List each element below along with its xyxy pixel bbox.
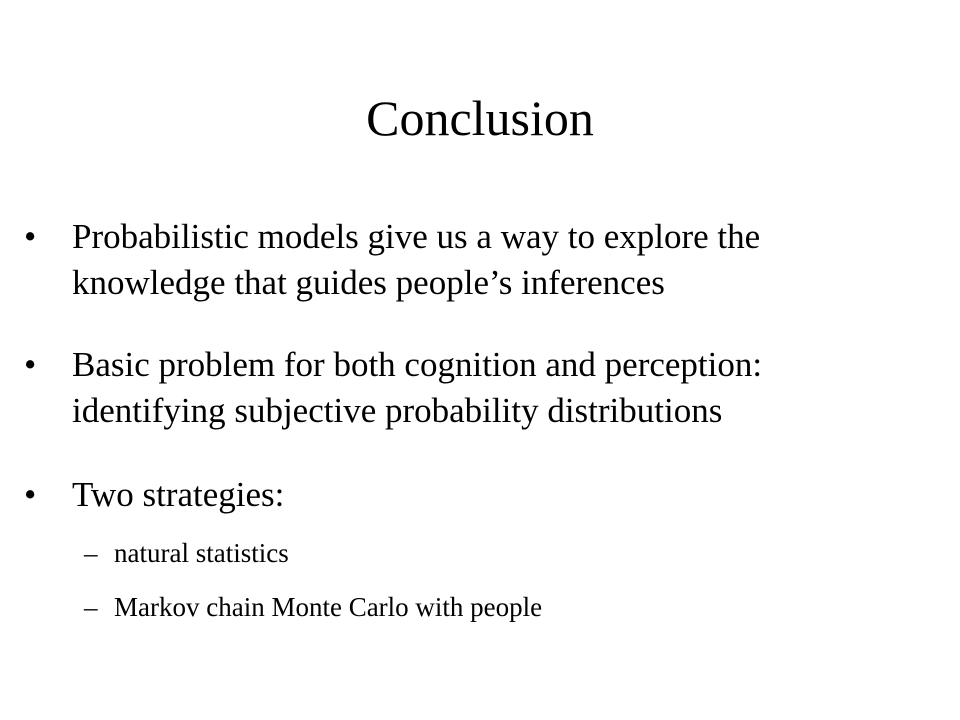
bullet-line: Basic problem for both cognition and perception: [72, 345, 763, 384]
bullet-icon: • [24, 217, 37, 256]
slide-title: Conclusion [366, 90, 594, 146]
bullet-text [72, 342, 942, 434]
bullet-line: Two strategies: [72, 475, 285, 514]
bullet-line: Probabilistic models give us a way to explore the [72, 217, 761, 256]
dash-icon: – [84, 538, 98, 568]
bullet-line: identifying subjective probability distributions [72, 391, 723, 430]
bullet-line: knowledge that guides people’s inferences [72, 263, 665, 302]
sub-bullet-text: natural statistics [114, 538, 289, 568]
bullet-icon: • [24, 345, 37, 384]
sub-bullet-text: Markov chain Monte Carlo with people [114, 592, 543, 622]
bullet-icon: • [24, 475, 37, 514]
bullet-text [72, 472, 942, 518]
bullet-text [72, 214, 942, 306]
dash-icon: – [84, 592, 98, 622]
